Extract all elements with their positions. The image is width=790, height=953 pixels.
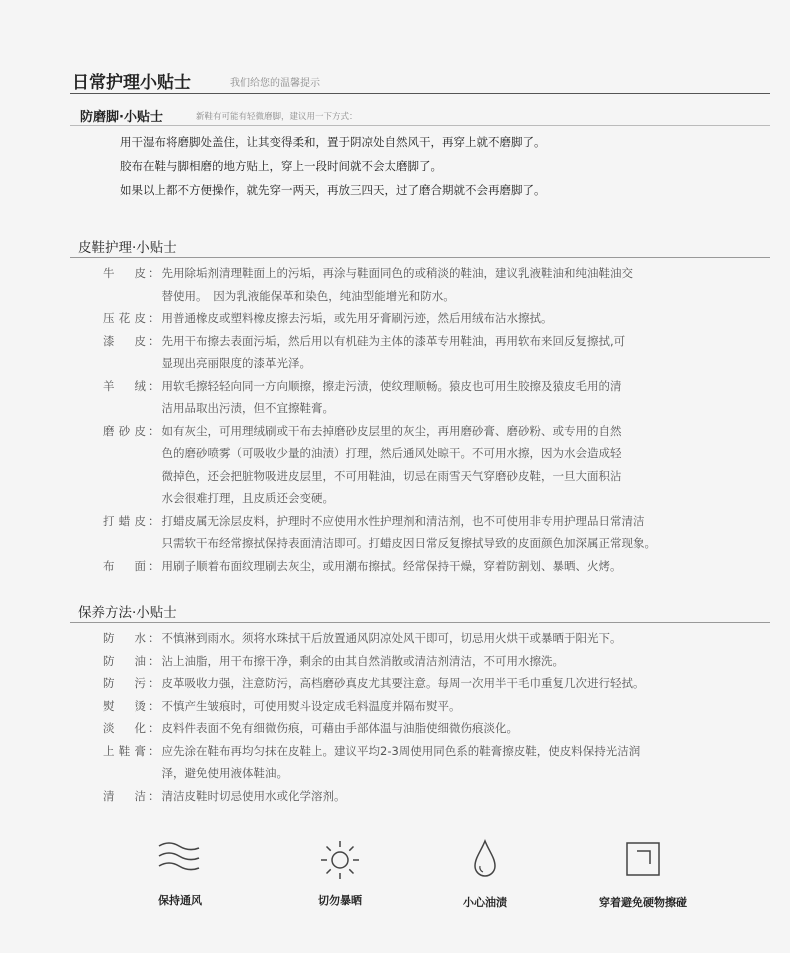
item-colon: ： (148, 423, 160, 438)
item-label: 防油 (103, 653, 146, 668)
icon-label: 穿着避免硬物擦碰 (599, 896, 687, 909)
item-colon: ： (148, 513, 160, 528)
item-colon: ： (148, 676, 160, 690)
maintenance-section (70, 593, 770, 807)
item-colon: ： (148, 631, 160, 645)
list-item (70, 442, 770, 465)
page-header (70, 62, 770, 94)
list-item (70, 510, 770, 533)
item-label: 防污 (103, 676, 146, 690)
list-item (70, 532, 770, 555)
item-text: 用刷子顺着布面纹理刷去灰尘，或用潮布擦拭。经常保持干燥，穿着防割划、暴晒、火烤。 (161, 558, 622, 573)
list-item (70, 375, 770, 398)
maintenance-list (70, 623, 770, 807)
item-label: 打蜡皮 (103, 513, 146, 528)
item-label: 羊绒 (103, 378, 146, 393)
item-text: 如有灰尘，可用理绒刷或干布去掉磨砂皮层里的灰尘，再用磨砂膏、磨砂粉、或专用的自然 (161, 423, 622, 438)
item-colon: ： (148, 333, 160, 348)
item-text: 皮革吸收力强，注意防污，高档磨砂真皮尤其要注意。每周一次用半干毛巾重复几次进行轻拭。 (161, 676, 645, 690)
item-text: 显现出亮丽限度的漆革光泽。 (161, 356, 311, 370)
list-item (70, 352, 770, 375)
item-label: 磨砂皮 (103, 423, 146, 438)
item-text: 先用干布擦去表面污垢，然后用以有机硅为主体的漆革专用鞋油，再用软布来回反复擦拭,可 (161, 333, 626, 348)
leather-care-title: 皮鞋护理·小贴士 (78, 240, 177, 256)
item-label: 压花皮 (103, 311, 146, 325)
item-label: 上鞋膏 (103, 743, 146, 758)
item-text: 不慎产生皱痕时，可使用熨斗设定成毛料温度并隔布熨平。 (161, 698, 461, 713)
anti-blister-title: 防磨脚·小贴士 (80, 110, 163, 125)
item-colon: ： (148, 743, 160, 758)
item-label: 布面 (103, 558, 146, 573)
icon-label: 保持通风 (158, 894, 202, 907)
list-item (70, 762, 770, 785)
maintenance-header (70, 593, 770, 623)
anti-blister-header (70, 98, 770, 126)
item-text: 洁用品取出污渍，但不宜擦鞋膏。 (161, 401, 334, 415)
icon-item-ventilation (110, 838, 250, 908)
list-item (70, 627, 770, 650)
list-item (70, 695, 770, 718)
item-text: 水会很难打理，且皮质还会变硬。 (161, 491, 334, 505)
anti-blister-line: 如果以上都不方便操作，就先穿一两天，再放三四天，过了磨合期就不会再磨脚了。 (120, 183, 546, 197)
item-colon: ： (148, 698, 160, 713)
item-text: 替使用。 因为乳液能保革和染色，纯油型能增光和防水。 (161, 288, 455, 303)
item-label: 淡化 (103, 721, 146, 735)
item-colon: ： (148, 653, 160, 668)
item-label: 防水 (103, 631, 146, 645)
list-item (70, 330, 770, 353)
list-item (70, 740, 770, 763)
item-label: 牛皮 (103, 266, 146, 280)
icon-label: 小心油渍 (463, 896, 507, 909)
item-text: 沾上油脂，用干布擦干净，剩余的由其自然消散或清洁剂清洁，不可用水擦洗。 (161, 653, 564, 668)
sun-icon (318, 838, 362, 882)
icon-label: 切勿暴晒 (318, 894, 362, 907)
item-colon: ： (148, 266, 160, 280)
item-text: 应先涂在鞋布再均匀抹在皮鞋上。建议平均2-3周使用同色系的鞋膏擦皮鞋，使皮料保持光洁润 (161, 743, 641, 758)
item-text: 泽，避免使用液体鞋油。 (161, 766, 288, 780)
item-label: 清洁 (103, 788, 146, 803)
list-item (70, 262, 770, 285)
icon-item-sun (270, 838, 410, 908)
item-text: 不慎淋到雨水。须将水珠拭干后放置通风阴凉处风干即可，切忌用火烘干或暴晒于阳光下。 (161, 631, 622, 645)
list-item (70, 555, 770, 578)
anti-blister-line: 用干湿布将磨脚处盖住，让其变得柔和，置于阴凉处自然风干，再穿上就不磨脚了。 (120, 135, 546, 149)
icon-item-oil (415, 838, 555, 910)
item-label: 漆皮 (103, 333, 146, 348)
leather-care-header (70, 228, 770, 258)
list-item (70, 785, 770, 808)
item-text: 只需软干布经常擦拭保持表面清洁即可。打蜡皮因日常反复擦拭导致的皮面颜色加深属正常现象。 (161, 536, 656, 550)
item-text: 色的磨砂喷雾（可吸收少量的油渍）打理，然后通风处晾干。不可用水擦，因为水会造成轻 (161, 446, 622, 460)
item-text: 用软毛擦轻轻向同一方向顺擦，擦走污渍，使纹理顺畅。猿皮也可用生胶擦及猿皮毛用的清 (161, 378, 622, 393)
square-corner-icon (623, 838, 663, 880)
list-item (70, 717, 770, 740)
item-colon: ： (148, 558, 160, 573)
item-text: 先用除垢剂清理鞋面上的污垢，再涂与鞋面同色的或稍淡的鞋油，建议乳液鞋油和纯油鞋油交 (161, 266, 633, 280)
item-text: 用普通橡皮或塑料橡皮擦去污垢，或先用牙膏刷污迹，然后用绒布沾水擦拭。 (161, 311, 553, 325)
list-item (70, 487, 770, 510)
list-item (70, 285, 770, 308)
item-colon: ： (148, 378, 160, 393)
item-text: 打蜡皮属无涂层皮料，护理时不应使用水性护理剂和清洁剂，也不可使用非专用护理品日常清洁 (161, 513, 645, 528)
item-text: 皮料件表面不免有细微伤痕，可藉由手部体温与油脂使细微伤痕淡化。 (161, 721, 518, 735)
list-item (70, 650, 770, 673)
item-colon: ： (148, 311, 160, 325)
item-label: 熨烫 (103, 698, 146, 713)
anti-blister-body (70, 126, 770, 202)
anti-blister-line: 胶布在鞋与脚相磨的地方贴上，穿上一段时间就不会太磨脚了。 (120, 159, 442, 173)
leather-care-section (70, 228, 770, 577)
list-item (70, 420, 770, 443)
list-item (70, 672, 770, 695)
maintenance-title: 保养方法·小贴士 (78, 605, 177, 621)
list-item (70, 397, 770, 420)
leather-care-list (70, 258, 770, 577)
page-subtitle: 我们给您的温馨提示 (230, 78, 320, 89)
icon-item-hard-object (573, 838, 713, 910)
list-item (70, 307, 770, 330)
page-title: 日常护理小贴士 (72, 73, 191, 93)
item-colon: ： (148, 788, 160, 803)
drop-icon (470, 838, 500, 880)
care-icons-row (70, 838, 770, 928)
item-text: 微掉色，还会把脏物吸进皮层里，不可用鞋油，切忌在雨雪天气穿磨砂皮鞋，一旦大面积沾 (161, 468, 622, 483)
item-colon: ： (148, 721, 160, 735)
anti-blister-section (70, 98, 770, 202)
wind-icon (155, 838, 205, 878)
item-text: 清洁皮鞋时切忌使用水或化学溶剂。 (161, 788, 346, 803)
list-item (70, 465, 770, 488)
anti-blister-note: 新鞋有可能有轻微磨脚，建议用一下方式： (196, 112, 358, 122)
